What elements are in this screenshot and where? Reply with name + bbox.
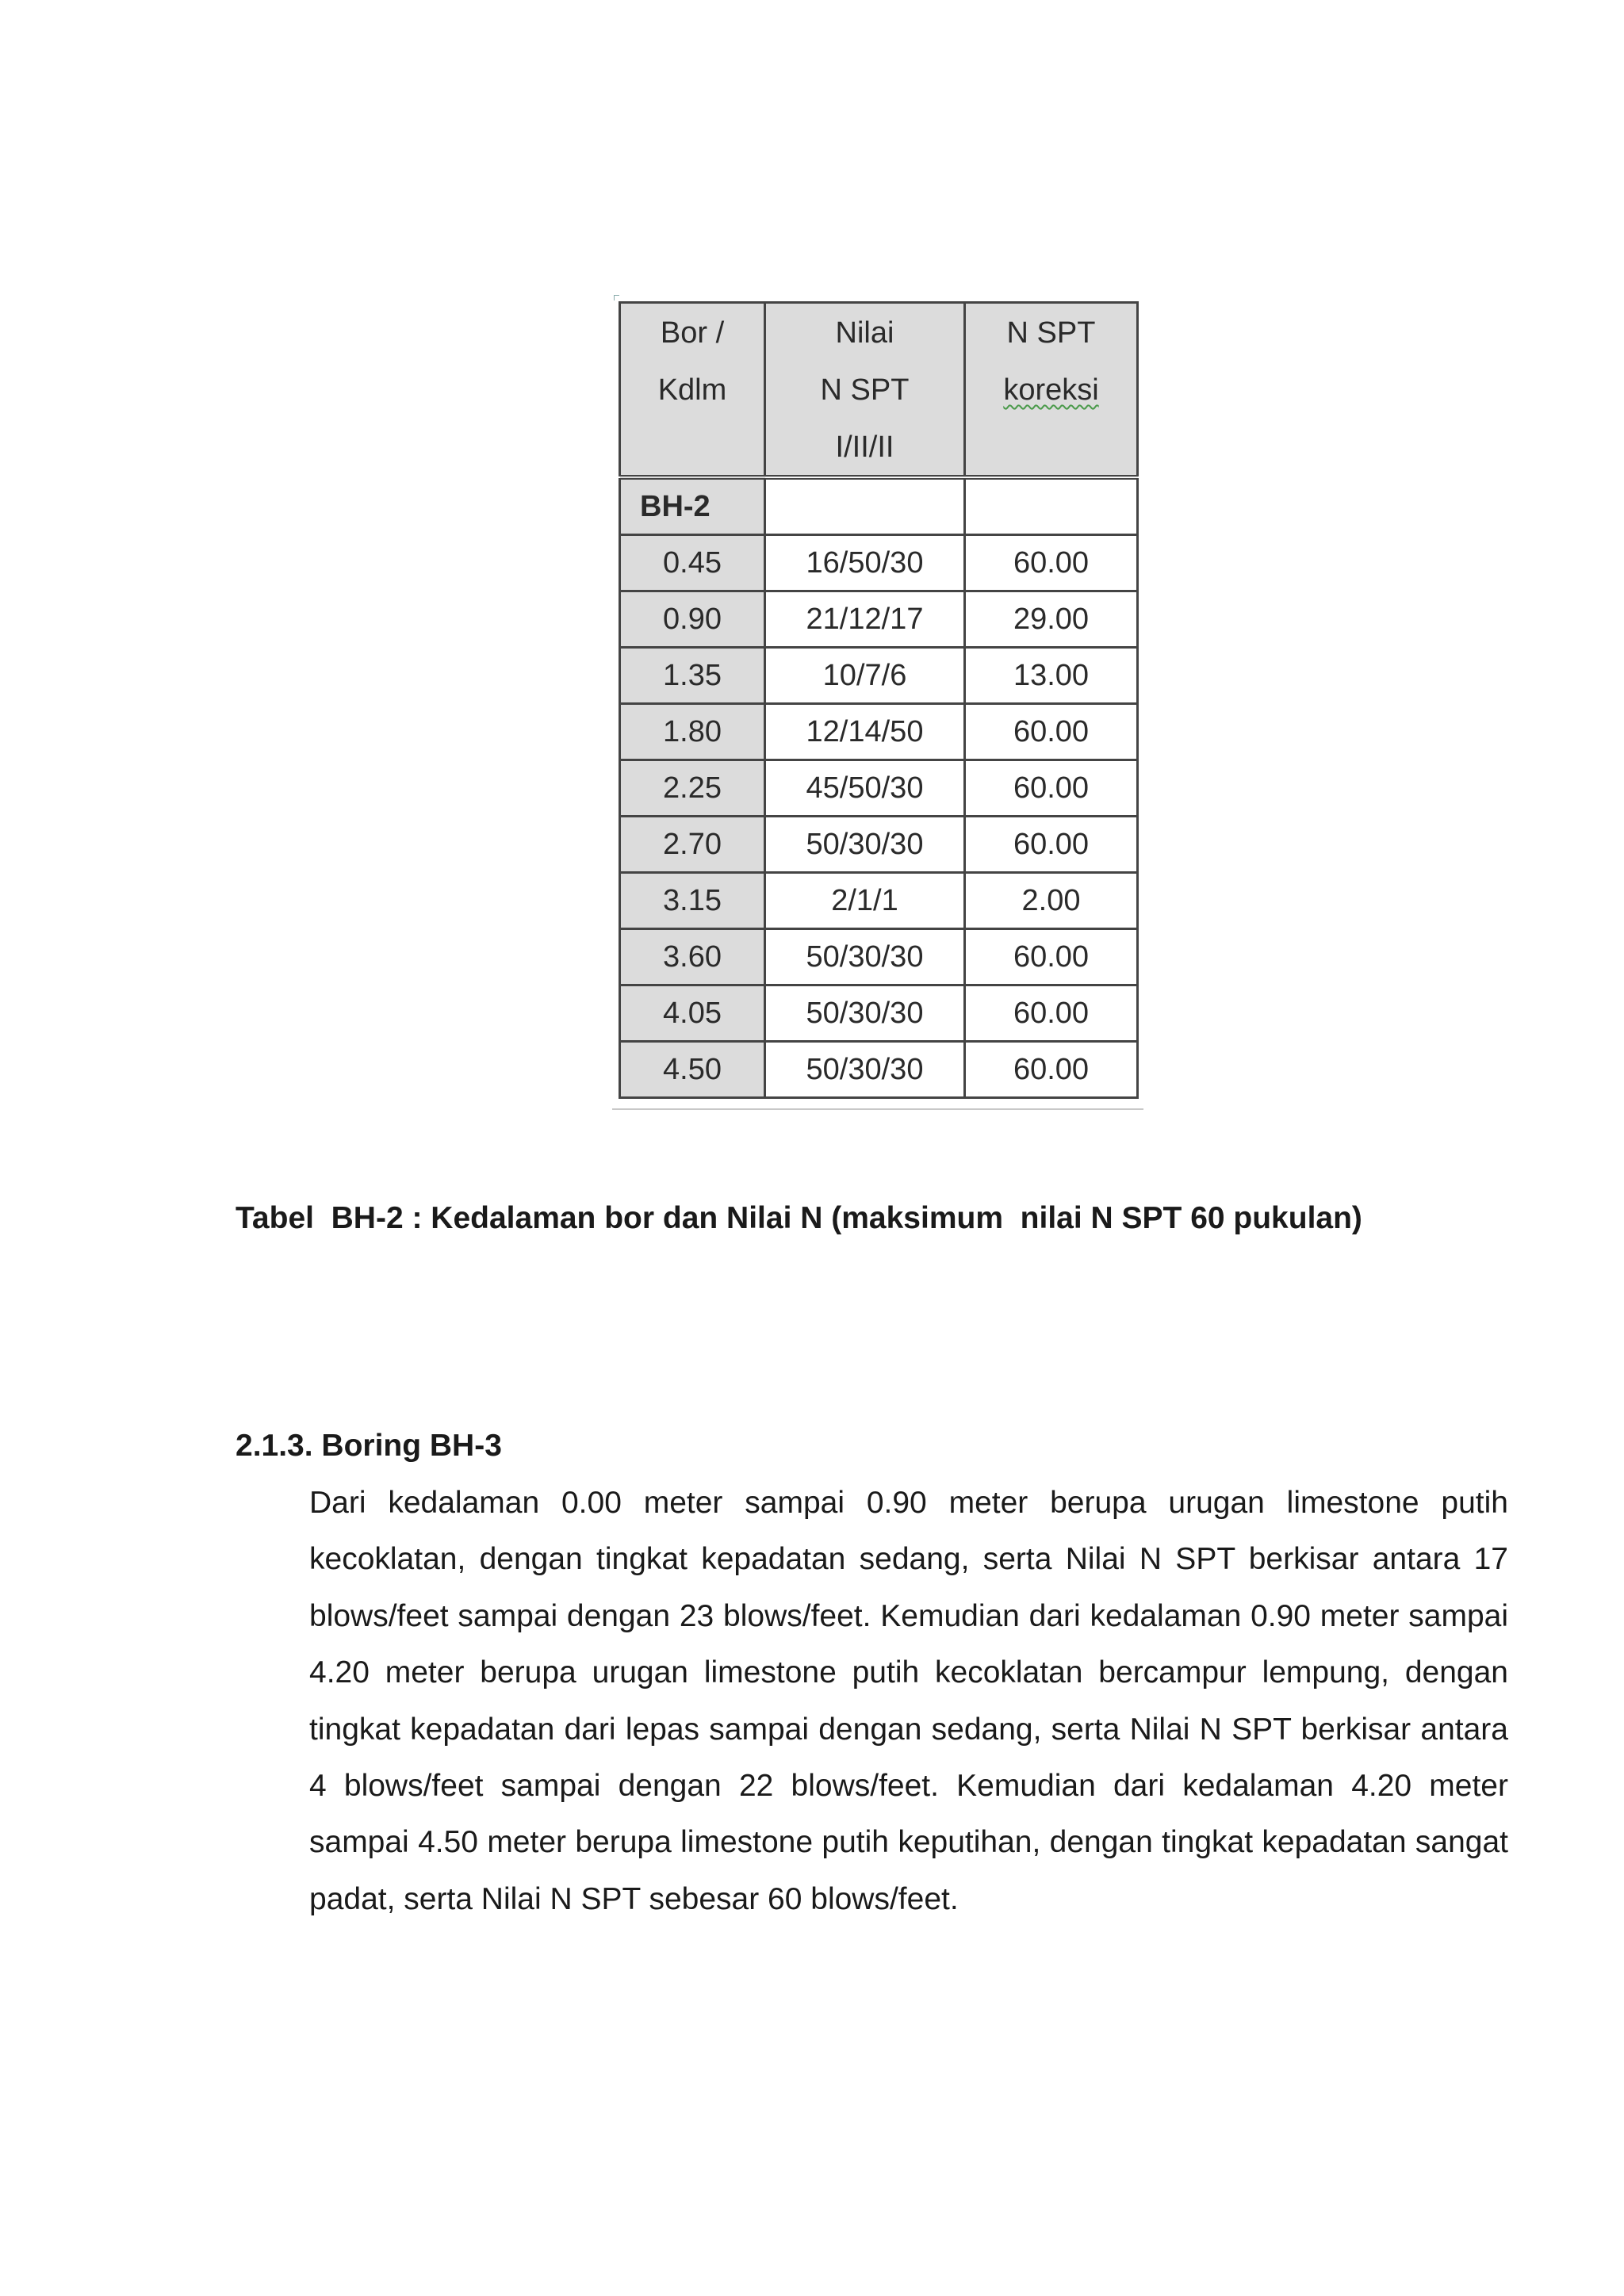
table-row — [620, 648, 1138, 704]
cell-depth: 2.25 — [620, 760, 765, 817]
cell-nspt: 21/12/17 — [765, 591, 965, 648]
table-row — [620, 817, 1138, 873]
group-label: BH-2 — [620, 477, 765, 535]
header-nspt-line-1: Nilai — [835, 316, 894, 350]
spt-table — [619, 301, 1139, 1099]
cell-koreksi: 29.00 — [965, 591, 1138, 648]
table-row — [620, 1042, 1138, 1098]
cell-depth: 3.60 — [620, 929, 765, 985]
table-row — [620, 591, 1138, 648]
cell-nspt: 16/50/30 — [765, 535, 965, 591]
cell-koreksi: 60.00 — [965, 535, 1138, 591]
table-caption: Tabel BH-2 : Kedalaman bor dan Nilai N (maksimum nilai N SPT 60 pukulan) — [236, 1201, 1362, 1235]
header-depth-line-2: Kdlm — [657, 373, 727, 407]
header-koreksi-line-1: N SPT — [1006, 316, 1096, 350]
table-bottom-rule — [612, 1108, 1143, 1110]
table-row — [620, 873, 1138, 929]
cell-depth: 4.05 — [620, 985, 765, 1042]
header-nspt — [765, 303, 965, 478]
cell-nspt: 45/50/30 — [765, 760, 965, 817]
cell-koreksi: 60.00 — [965, 929, 1138, 985]
header-nspt-line-3: I/II/II — [835, 430, 894, 464]
cell-nspt: 12/14/50 — [765, 704, 965, 760]
cell-koreksi: 2.00 — [965, 873, 1138, 929]
group-empty-cell — [965, 477, 1138, 535]
cell-depth: 3.15 — [620, 873, 765, 929]
cell-nspt: 50/30/30 — [765, 929, 965, 985]
header-koreksi — [965, 303, 1138, 478]
cell-depth: 4.50 — [620, 1042, 765, 1098]
cell-koreksi: 13.00 — [965, 648, 1138, 704]
header-depth-line-1: Bor / — [660, 316, 725, 350]
cell-depth: 1.80 — [620, 704, 765, 760]
cell-nspt: 2/1/1 — [765, 873, 965, 929]
table-row — [620, 760, 1138, 817]
header-nspt-line-2: N SPT — [820, 373, 910, 407]
cell-koreksi: 60.00 — [965, 760, 1138, 817]
spt-table-container — [619, 301, 1150, 1099]
cell-depth: 0.90 — [620, 591, 765, 648]
cell-koreksi: 60.00 — [965, 1042, 1138, 1098]
table-row — [620, 985, 1138, 1042]
cell-koreksi: 60.00 — [965, 704, 1138, 760]
table-row — [620, 535, 1138, 591]
cell-depth: 0.45 — [620, 535, 765, 591]
table-header-row — [620, 303, 1138, 478]
cell-nspt: 50/30/30 — [765, 1042, 965, 1098]
header-koreksi-line-2 — [966, 361, 1136, 418]
cell-koreksi: 60.00 — [965, 985, 1138, 1042]
cell-depth: 1.35 — [620, 648, 765, 704]
table-row — [620, 704, 1138, 760]
section-heading: 2.1.3. Boring BH-3 — [236, 1429, 502, 1463]
cell-koreksi: 60.00 — [965, 817, 1138, 873]
table-row — [620, 929, 1138, 985]
cell-nspt: 10/7/6 — [765, 648, 965, 704]
cell-nspt: 50/30/30 — [765, 817, 965, 873]
table-anchor-mark — [614, 295, 619, 300]
group-empty-cell — [765, 477, 965, 535]
table-group-row — [620, 477, 1138, 535]
header-koreksi-word: koreksi — [1003, 373, 1099, 407]
section-paragraph: Dari kedalaman 0.00 meter sampai 0.90 meter berupa urugan limestone putih kecoklatan, dengan tingkat kepadatan sedang, serta Nilai N SPT berkisar antara 17 blows/feet sampai dengan 23 blows/feet. Kemudian dari kedalaman 0.90 meter sampai 4.20 meter berupa urugan limestone putih kecoklatan bercampur lempung, dengan tingkat kepadatan dari lepas sampai dengan sedang, serta Nilai N SPT berkisar antara 4 blows/feet sampai dengan 22 blows/feet. Kemudian dari kedalaman 4.20 meter sampai 4.50 meter berupa limestone putih keputihan, dengan tingkat kepadatan sangat padat, serta Nilai N SPT sebesar 60 blows/feet. — [309, 1486, 1508, 1916]
cell-depth: 2.70 — [620, 817, 765, 873]
header-depth — [620, 303, 765, 478]
cell-nspt: 50/30/30 — [765, 985, 965, 1042]
